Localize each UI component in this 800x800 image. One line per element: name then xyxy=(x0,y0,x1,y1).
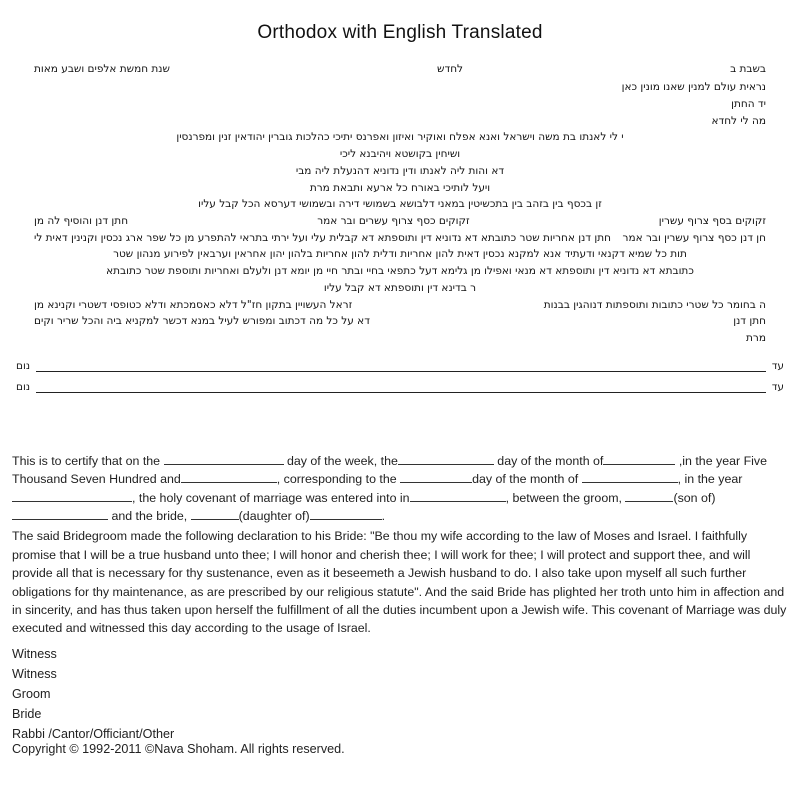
signature-line-officiant[interactable]: Rabbi /Cantor/Officiant/Other xyxy=(12,726,175,741)
hebrew-line: דא והות ליה לאנתו ודין נדוניא דהנעלת ליה מבי xyxy=(295,164,505,177)
hebrew-line: ה בחומר כל שטרי כתובות ותוספתות דנוהגין בבנות xyxy=(543,298,766,311)
hebrew-line: חתן דנן והוסיף לה מן xyxy=(34,214,129,227)
hebrew-line-pair xyxy=(16,298,784,313)
eng-frag: day of the month of xyxy=(472,472,582,487)
hebrew-line: זקוקים כסף צרוף עשרים ובר אמר xyxy=(317,214,470,227)
signature-rule[interactable] xyxy=(36,381,766,393)
hebrew-signature-row xyxy=(16,381,784,393)
hebrew-line: תות כל שמיא דקנאי ודעתיד אנא למקנא נכסין דאית להון אחריות ודלית להון אחריות בלהון יהון אחראין וערבאין לפירוע מנהון שטר xyxy=(113,248,687,261)
hebrew-header-center: לחדש xyxy=(437,63,464,75)
hebrew-signature-end: נום xyxy=(16,360,31,373)
signature-line-bride[interactable]: Bride xyxy=(12,706,42,721)
hebrew-line: חתן דנן xyxy=(733,315,766,328)
hebrew-line-pair xyxy=(16,231,784,246)
eng-frag: , in the year xyxy=(677,472,743,487)
blank-hebrew-year[interactable] xyxy=(181,471,277,484)
hebrew-ketubah-text xyxy=(16,62,784,346)
blank-day-of-month[interactable] xyxy=(398,452,494,465)
hebrew-line: ויעל לותיכי באורח כל ארעא ותבאת מרת xyxy=(309,181,491,194)
hebrew-line: זראל העשויין בתקון חז"ל דלא כאסמכתא ודלא כטופסי דשטרי וקנינא מן xyxy=(34,298,353,311)
blank-bride-name[interactable] xyxy=(191,507,239,520)
hebrew-header-right: בשבת ב xyxy=(730,63,766,75)
hebrew-header-row xyxy=(16,62,784,77)
signature-line-witness-1[interactable]: Witness xyxy=(12,647,57,661)
eng-frag: . xyxy=(381,509,386,524)
hebrew-witness-label: עד xyxy=(771,360,784,373)
hebrew-header-left: שנת חמשת אלפים ושבע מאות xyxy=(34,63,170,75)
blank-day-of-week[interactable] xyxy=(164,452,284,465)
blank-civil-month[interactable] xyxy=(582,471,678,484)
blank-bride-father[interactable] xyxy=(310,507,382,520)
blank-civil-year[interactable] xyxy=(12,489,132,502)
page-title: Orthodox with English Translated xyxy=(257,22,543,43)
hebrew-line-pair xyxy=(16,214,784,229)
hebrew-line: יד החתן xyxy=(731,97,766,110)
blank-groom-name[interactable] xyxy=(625,489,673,502)
hebrew-line-pair xyxy=(16,331,784,346)
hebrew-line: חתן דנן אחריות שטר כתובתא דא נדוניא דין ותוספתא דא קבלית עלי ועל ירתי בתראי להתפרע מן כל שפר ארג נכסין וקנינין דאית לי xyxy=(34,231,611,244)
hebrew-line: כתובתא דא נדוניא דין ותוספתא דא מנאי ואפילו מן גלימא דעל כתפאי בחיי ובתר חיי מן יומא דנן ולעלם ואחריות ותוספת שטר כתובתא xyxy=(106,265,694,278)
hebrew-line: נראית עולם למנין שאנו מונין כאן xyxy=(621,81,766,94)
hebrew-line: מרת xyxy=(746,332,766,344)
blank-month-name[interactable] xyxy=(603,452,675,465)
blank-place[interactable] xyxy=(410,489,506,502)
hebrew-line: זקוקים בסף צרוף עשרין xyxy=(658,214,766,227)
blank-groom-father[interactable] xyxy=(12,507,108,520)
eng-frag: (daughter of) xyxy=(238,509,310,524)
hebrew-line: י לי לאנתו בת משה וישראל ואנא אפלח ואוקיר ואיזון ואפרנס יתיכי כהלכות גוברין יהודאין זנין ומפרנסין xyxy=(176,131,624,144)
hebrew-line: ר בדינא דין ותוספתא דא קבל עליו xyxy=(323,281,477,294)
hebrew-line-pair xyxy=(16,314,784,329)
hebrew-signature-row xyxy=(16,360,784,372)
english-declaration-paragraph: The said Bridegroom made the following declaration to his Bride: "Be thou my wife according to the law of Moses and Israel. I faithfully promise that I will be a true husband unto thee; I will honor and cherish thee; I will work for thee; I will protect and support thee, and will provide all that is necessary for thy sustenance, even as it beseemeth a Jewish husband to do. I also take upon myself all such further obligations for thy maintenance, as are prescribed by our religious statute". And the said Bride has plighted her troth unto him in affection and in sincerity, and has thus taken upon herself the fulfillment of all the duties incumbent upon a Jewish wife. This covenant of Marriage was duly executed and witnessed this day according to the usage of Israel. xyxy=(12,529,787,636)
signature-rule[interactable] xyxy=(36,360,766,372)
english-signature-list xyxy=(12,645,174,744)
english-certification-paragraph xyxy=(12,452,788,525)
eng-frag: , corresponding to the xyxy=(276,472,401,487)
eng-frag: day of the week, the xyxy=(283,454,398,468)
hebrew-line: ושיחין בקושטא ויהיבנא ליכי xyxy=(339,148,461,161)
hebrew-signature-lines xyxy=(16,360,784,393)
eng-frag: (son of) xyxy=(673,490,716,505)
hebrew-line: חן דנן כסף צרוף עשרין ובר אמר xyxy=(622,231,766,244)
eng-frag: , the holy covenant of marriage was entered into in xyxy=(132,490,410,505)
blank-civil-day[interactable] xyxy=(400,471,472,484)
hebrew-line: מה לי לחדא xyxy=(711,114,766,127)
hebrew-witness-label: עד xyxy=(771,381,784,394)
eng-frag: This is to certify that on the xyxy=(12,454,164,468)
eng-frag: day of the month of xyxy=(493,454,604,468)
eng-frag: ,in the year Five Thousand Seven Hundred and xyxy=(12,454,767,487)
eng-frag: and the bride, xyxy=(108,509,191,524)
english-translation xyxy=(12,452,788,640)
hebrew-line: דא על כל מה דכתוב ומפורש לעיל במנא דכשר למקניא ביה והכל שריר וקים xyxy=(34,315,370,328)
signature-line-groom[interactable]: Groom xyxy=(12,686,51,701)
hebrew-line: זן בכסף בין בזהב בין בתכשיטין במאני דלבושא בשמושי דירה ובשמושי דערסא הכל קבל עליו xyxy=(198,198,602,211)
hebrew-signature-end: נום xyxy=(16,381,31,394)
signature-line-witness-2[interactable]: Witness xyxy=(12,666,57,681)
copyright-notice: Copyright © 1992-2011 ©Nava Shoham. All rights reserved. xyxy=(12,742,345,756)
eng-frag: , between the groom, xyxy=(505,490,626,505)
